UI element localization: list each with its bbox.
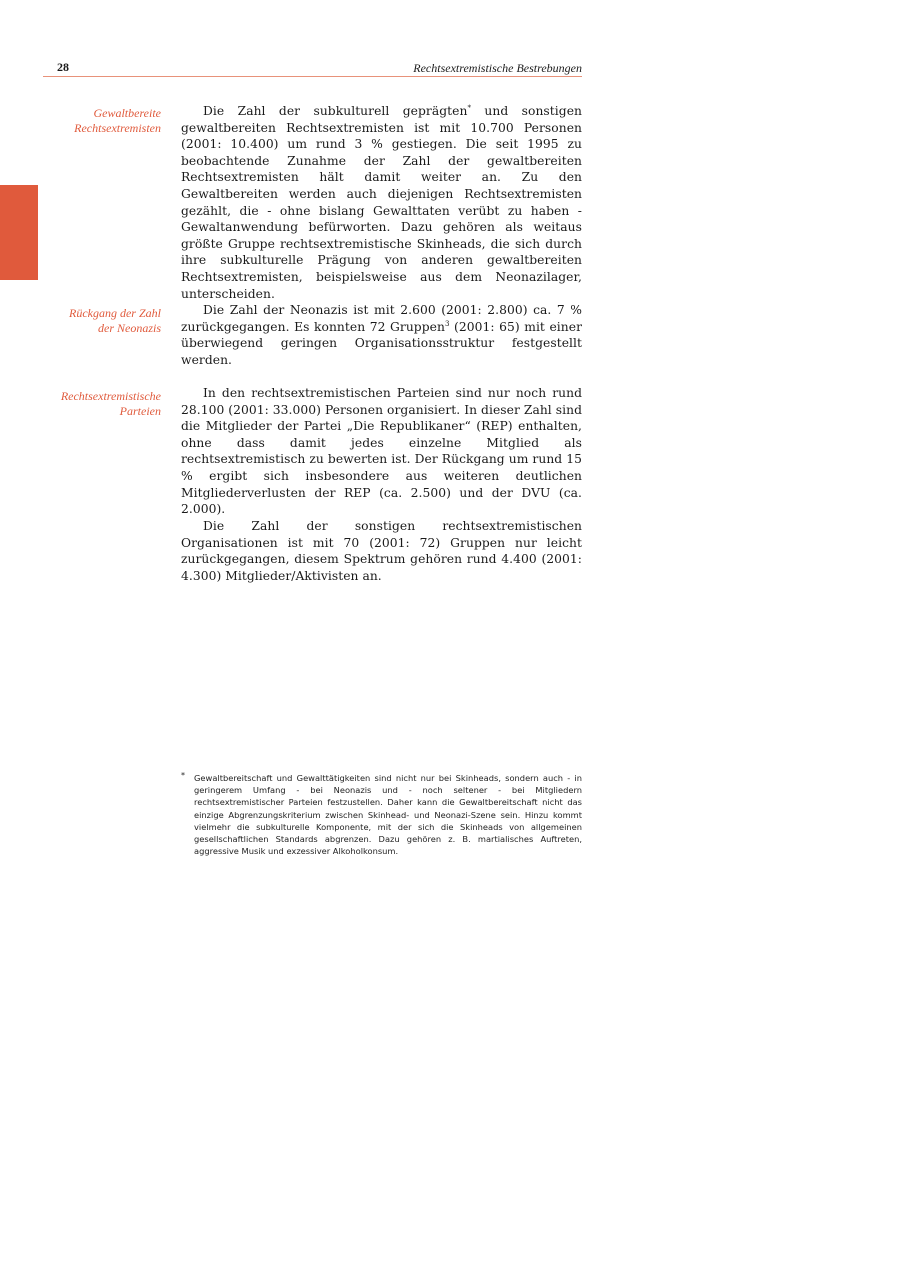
footnote-reference: * xyxy=(467,103,472,112)
paragraph-parteien: In den rechtsextremistischen Parteien sind nur noch rund 28.100 (2001: 33.000) Personen organisiert. In dieser Zahl sind die Mitglieder der Partei „Die Republikaner“ (REP) enthalten, ohne dass damit jedes einzelne Mitglied als rechtsextremistisch zu bewerten ist. Der Rückgang um rund 15 % ergibt sich insbesondere aus weiteren deutlichen Mitgliederverlusten der REP (ca. 2.500) und der DVU (ca. 2.000). xyxy=(181,386,582,517)
margin-label-gewaltbereite: Gewaltbereite Rechtsextremisten xyxy=(74,106,161,135)
header-rule xyxy=(43,76,582,77)
paragraph-sonstige-organisationen: Die Zahl der sonstigen rechtsextremistischen Organisationen ist mit 70 (2001: 72) Gruppen nur leicht zurückgegangen, diesem Spektrum gehören rund 4.400 (2001: 4.300) Mitglieder/Aktivisten an. xyxy=(181,519,582,583)
page-number: 28 xyxy=(57,60,69,74)
running-title: Rechtsextremistische Bestrebungen xyxy=(413,61,582,75)
footnote-reference: 3 xyxy=(444,319,450,328)
paragraph-gewaltbereite xyxy=(181,103,582,302)
footnote xyxy=(181,772,582,857)
paragraph-neonazis xyxy=(181,302,582,368)
footnote-text: Gewaltbereitschaft und Gewalttätigkeiten sind nicht nur bei Skinheads, sondern auch - in geringerem Umfang - bei Neonazis und - noch seltener - bei Mitgliedern rechtsextremistischer Parteien festzustellen. Daher kann die Gewaltbereitschaft nicht das einzige Abgrenzungskriterium zwischen Skinhead- und Neonazi-Szene sein. Hinzu kommt vielmehr die subkulturelle Komponente, mit der sich die Skinheads von allgemeinen gesellschaftlichen Standards abgrenzen. Dazu gehören z. B. martialisches Auftreten, aggressive Musik und exzessiver Alkoholkonsum. xyxy=(194,773,582,857)
margin-label-neonazis: Rückgang der Zahl der Neonazis xyxy=(69,306,161,335)
chapter-side-tab xyxy=(0,185,38,280)
footnote-mark: * xyxy=(181,771,185,780)
margin-label-parteien: Rechtsextremistische Parteien xyxy=(60,389,161,418)
paragraph-text: und sonstigen gewaltbereiten Rechtsextremisten ist mit 10.700 Personen (2001: 10.400) um rund 3 % gestiegen. Die seit 1995 zu beobachtende Zunahme der Zahl der gewaltbereiten Rechtsextremisten hält damit weiter an. Zu den Gewaltbereiten werden auch diejenigen Rechtsextremisten gezählt, die - ohne bislang Gewalttaten verübt zu haben - Gewaltanwendung befürworten. Dazu gehören als weitaus größte Gruppe rechtsextremistische Skinheads, die sich durch ihre subkulturelle Prägung von anderen gewaltbereiten Rechtsextremisten, beispielsweise aus dem Neonazilager, unterscheiden. xyxy=(181,104,582,301)
paragraph-text: Die Zahl der Neonazis ist mit 2.600 (2001: 2.800) ca. 7 % zurückgegangen. Es konnten 72 Gruppen xyxy=(181,303,582,334)
paragraph-text: (2001: 65) mit einer überwiegend geringen Organisationsstruktur festgestellt werden. xyxy=(181,319,582,367)
paragraph-text: Die Zahl der subkulturell geprägten xyxy=(203,104,468,118)
